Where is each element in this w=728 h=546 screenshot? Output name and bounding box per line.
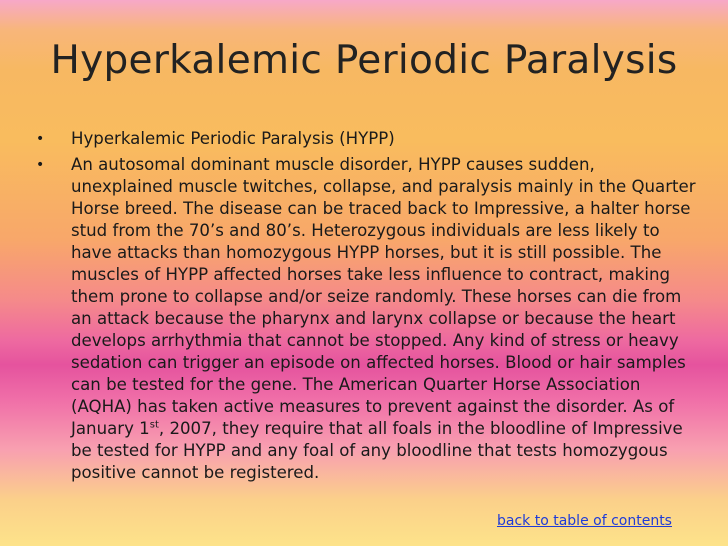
- bullet-text-line: be tested for HYPP and any foal of any bloodline that tests homozygous: [71, 441, 668, 460]
- bullet-item-2: [36, 154, 706, 484]
- slide-content: [36, 128, 706, 488]
- bullet-text-line: sedation can trigger an episode on affected horses. Blood or hair samples: [71, 353, 686, 372]
- bullet-text-line: (AQHA) has taken active measures to prevent against the disorder. As of: [71, 397, 675, 416]
- bullet-text-line: develops arrhythmia that cannot be stopped. Any kind of stress or heavy: [71, 331, 679, 350]
- date-ordinal-suffix: st: [149, 419, 159, 431]
- bullet-text-line: unexplained muscle twitches, collapse, and paralysis mainly in the Quarter: [71, 177, 696, 196]
- bullet-text-line: them prone to collapse and/or seize randomly. These horses can die from: [71, 287, 682, 306]
- date-text-after: , 2007, they require that all foals in the bloodline of Impressive: [158, 419, 683, 438]
- date-text-before: January 1: [71, 419, 150, 438]
- bullet-text-line: an attack because the pharynx and larynx collapse or because the heart: [71, 309, 676, 328]
- bullet-text-line: An autosomal dominant muscle disorder, HYPP causes sudden,: [71, 155, 595, 174]
- bullet-text-line: Horse breed. The disease can be traced back to Impressive, a halter horse: [71, 199, 691, 218]
- slide-title: Hyperkalemic Periodic Paralysis: [50, 38, 678, 83]
- bullet-icon: •: [36, 157, 45, 173]
- bullet-icon: •: [36, 131, 45, 147]
- bullet-text-line: Hyperkalemic Periodic Paralysis (HYPP): [71, 129, 395, 148]
- bullet-item-1: [36, 128, 706, 150]
- bullet-text-line: positive cannot be registered.: [71, 463, 320, 482]
- bullet-text-line-date: [71, 418, 706, 440]
- bullet-text-line: have attacks than homozygous HYPP horses, but it is still possible. The: [71, 243, 662, 262]
- bullet-text-line: stud from the 70’s and 80’s. Heterozygous individuals are less likely to: [71, 221, 660, 240]
- back-to-contents-link[interactable]: back to table of contents: [497, 513, 672, 529]
- bullet-text-line: can be tested for the gene. The American Quarter Horse Association: [71, 375, 641, 394]
- bullet-text-line: muscles of HYPP affected horses take less influence to contract, making: [71, 265, 671, 284]
